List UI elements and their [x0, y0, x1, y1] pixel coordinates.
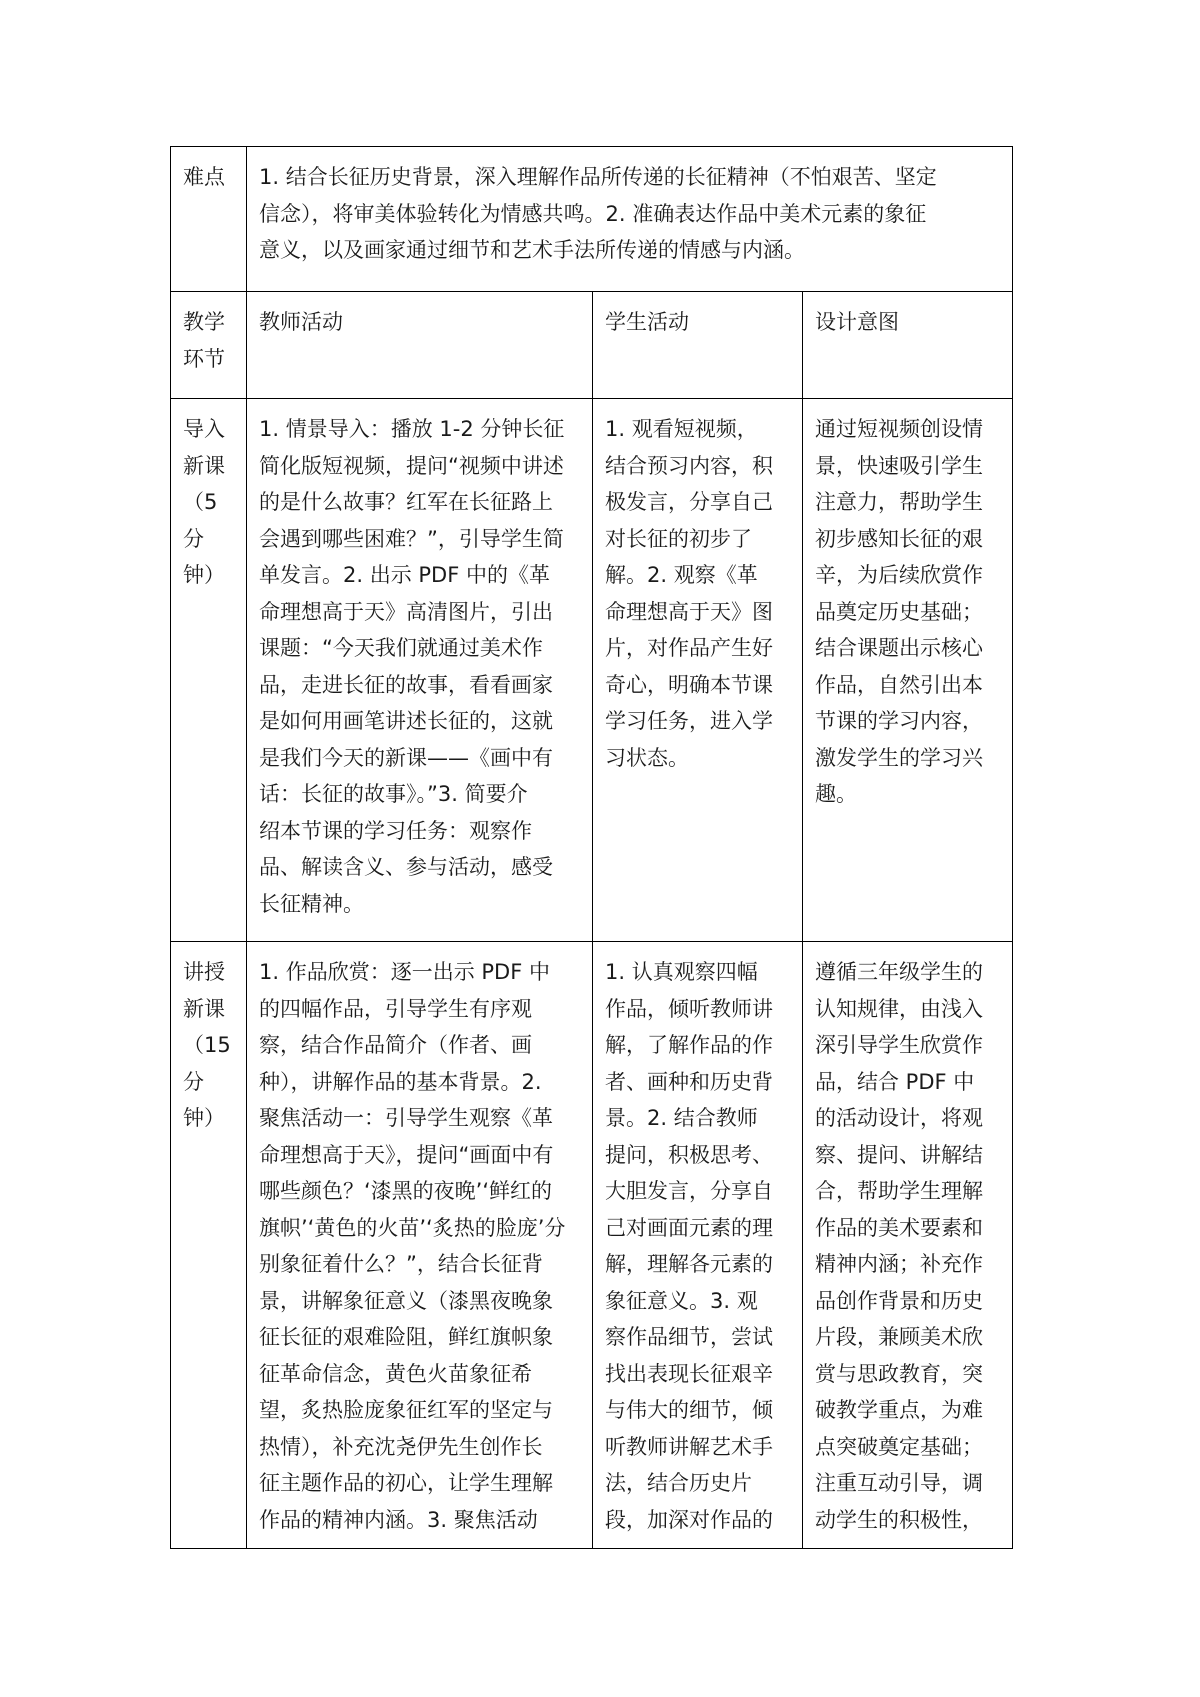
text-line: 的活动设计，将观	[815, 1106, 983, 1130]
text-line: 的是什么故事？红军在长征路上	[259, 490, 553, 514]
text-line: 合，帮助学生理解	[815, 1179, 983, 1203]
text-line: 察、提问、讲解结	[815, 1142, 983, 1167]
text-line: 的四幅作品，引导学生有序观	[259, 996, 532, 1021]
text-line: 象征意义。3. 观	[605, 1288, 758, 1313]
text-line: 征革命信念，黄色火苗象征希	[259, 1361, 532, 1386]
text-line: 命理想高于天》高清图片，引出	[259, 599, 553, 624]
lesson-plan-table	[170, 146, 1013, 1549]
text-line: 品奠定历史基础；	[815, 599, 983, 624]
header-student-activity	[593, 292, 803, 399]
stage-cell	[171, 942, 247, 1549]
text-line: 趣。	[815, 782, 857, 806]
text-line: 认知规律，由浅入	[815, 996, 983, 1021]
text-line: 聚焦活动一：引导学生观察《革	[259, 1106, 553, 1130]
text-line: 找出表现长征艰辛	[605, 1361, 773, 1386]
text-line: 听教师讲解艺术手	[605, 1434, 773, 1459]
text-line: 课题：“今天我们就通过美术作	[259, 636, 543, 660]
text-line: 1. 情景导入：播放 1-2 分钟长征	[259, 417, 565, 441]
student-activity-cell	[593, 942, 803, 1549]
text-line: 作品的精神内涵。3. 聚焦活动	[259, 1507, 538, 1532]
text-line: （5	[183, 490, 218, 514]
text-line: 1. 结合长征历史背景，深入理解作品所传递的长征精神（不怕艰苦、坚定	[259, 165, 937, 189]
text-line: 望，炙热脸庞象征红军的坚定与	[259, 1398, 553, 1422]
table-row-teaching	[171, 942, 1013, 1549]
text-line: 极发言，分享自己	[605, 490, 773, 514]
text-line: 深引导学生欣赏作	[815, 1033, 983, 1057]
text-line: 简化版短视频，提问“视频中讲述	[259, 453, 564, 478]
text-line: 察，结合作品简介（作者、画	[259, 1033, 532, 1057]
text-line: 种），讲解作品的基本背景。2.	[259, 1069, 542, 1094]
text-line: 对长征的初步了	[605, 526, 752, 551]
text-line: 热情），补充沈尧伊先生创作长	[259, 1434, 543, 1459]
text-line: 大胆发言，分享自	[605, 1179, 773, 1203]
text-line: 是如何用画笔讲述长征的，这就	[259, 709, 553, 733]
design-intent-cell	[803, 399, 1013, 942]
text-line: 通过短视频创设情	[815, 417, 983, 441]
text-line: 征长征的艰难险阻，鲜红旗帜象	[259, 1325, 553, 1349]
text-line: 新课	[183, 453, 225, 478]
text-line: 动学生的积极性，	[815, 1507, 983, 1532]
text-line: 哪些颜色？‘漆黑的夜晚’‘鲜红的	[259, 1179, 553, 1203]
text-line: 解，了解作品的作	[605, 1033, 773, 1057]
student-activity-cell	[593, 399, 803, 942]
text-line: 品，走进长征的故事，看看画家	[259, 672, 553, 697]
text-line: 己对画面元素的理	[605, 1215, 773, 1240]
difficulty-label	[171, 147, 247, 292]
text-line: 命理想高于天》图	[605, 599, 773, 624]
text-line: 1. 认真观察四幅	[605, 960, 758, 984]
text-line: 初步感知长征的艰	[815, 526, 983, 551]
text-line: （15	[183, 1033, 231, 1057]
text-line: 环节	[183, 346, 225, 371]
text-line: 点突破奠定基础；	[815, 1434, 983, 1459]
text-line: 钟）	[183, 1106, 225, 1130]
header-stage	[171, 292, 247, 399]
text-line: 破教学重点，为难	[815, 1398, 983, 1422]
text-line: 节课的学习内容，	[815, 709, 983, 733]
text-line: 1. 观看短视频，	[605, 417, 758, 441]
text-line: 话：长征的故事》。”3. 简要介	[259, 782, 528, 806]
text-line: 段，加深对作品的	[605, 1507, 773, 1532]
stage-cell	[171, 399, 247, 942]
header-teacher-activity	[247, 292, 593, 399]
difficulty-row	[171, 147, 1013, 292]
text-line: 结合课题出示核心	[815, 636, 983, 660]
text-line: 讲授	[183, 960, 225, 984]
teacher-activity-cell	[247, 399, 593, 942]
text-line: 激发学生的学习兴	[815, 745, 983, 770]
difficulty-label-text: 难点	[183, 165, 225, 189]
text-line: 察作品细节，尝试	[605, 1325, 773, 1349]
text-line: 信念），将审美体验转化为情感共鸣。2. 准确表达作品中美术元素的象征	[259, 201, 927, 226]
text-line: 作品的美术要素和	[815, 1215, 983, 1240]
text-line: 辛，为后续欣赏作	[815, 563, 983, 587]
text-line: 注重互动引导，调	[815, 1471, 983, 1495]
text-line: 赏与思政教育，突	[815, 1361, 983, 1386]
table-header-row	[171, 292, 1013, 399]
text-line: 作品，倾听教师讲	[605, 996, 773, 1021]
text-line: 与伟大的细节，倾	[605, 1398, 773, 1422]
teacher-activity-cell	[247, 942, 593, 1549]
text-line: 奇心，明确本节课	[605, 672, 773, 697]
text-line: 分	[183, 526, 204, 551]
text-line: 学生活动	[605, 310, 689, 334]
text-line: 导入	[183, 417, 225, 441]
text-line: 习状态。	[605, 745, 689, 770]
table-row-intro	[171, 399, 1013, 942]
text-line: 征主题作品的初心，让学生理解	[259, 1471, 553, 1495]
text-line: 单发言。2. 出示 PDF 中的《革	[259, 563, 550, 587]
text-line: 解，理解各元素的	[605, 1252, 773, 1276]
text-line: 解。2. 观察《革	[605, 563, 758, 587]
text-line: 景。2. 结合教师	[605, 1106, 758, 1130]
text-line: 分	[183, 1069, 204, 1094]
text-line: 法，结合历史片	[605, 1471, 752, 1495]
text-line: 别象征着什么？”，结合长征背	[259, 1252, 543, 1276]
text-line: 命理想高于天》，提问“画面中有	[259, 1142, 554, 1167]
text-line: 会遇到哪些困难？”，引导学生简	[259, 526, 564, 551]
text-line: 新课	[183, 996, 225, 1021]
text-line: 教师活动	[259, 310, 343, 334]
text-line: 片段，兼顾美术欣	[815, 1325, 983, 1349]
text-line: 长征精神。	[259, 891, 364, 916]
text-line: 是我们今天的新课——《画中有	[259, 745, 553, 770]
text-line: 精神内涵；补充作	[815, 1252, 983, 1276]
text-line: 作品，自然引出本	[815, 672, 983, 697]
text-line: 设计意图	[815, 310, 899, 334]
difficulty-content	[247, 147, 1013, 292]
text-line: 绍本节课的学习任务：观察作	[259, 818, 532, 843]
text-line: 遵循三年级学生的	[815, 960, 983, 984]
design-intent-cell	[803, 942, 1013, 1549]
text-line: 1. 作品欣赏：逐一出示 PDF 中	[259, 960, 550, 984]
text-line: 品创作背景和历史	[815, 1288, 983, 1313]
text-line: 注意力，帮助学生	[815, 490, 983, 514]
text-line: 景，快速吸引学生	[815, 453, 983, 478]
text-line: 钟）	[183, 563, 225, 587]
text-line: 品、解读含义、参与活动，感受	[259, 855, 553, 879]
text-line: 旗帜’‘黄色的火苗’‘炙热的脸庞’分	[259, 1215, 566, 1240]
text-line: 提问，积极思考、	[605, 1142, 773, 1167]
text-line: 结合预习内容，积	[605, 453, 773, 478]
text-line: 教学	[183, 310, 225, 334]
text-line: 片，对作品产生好	[605, 636, 773, 660]
header-design-intent	[803, 292, 1013, 399]
text-line: 学习任务，进入学	[605, 709, 773, 733]
text-line: 景，讲解象征意义（漆黑夜晚象	[259, 1288, 553, 1313]
text-line: 品，结合 PDF 中	[815, 1069, 975, 1094]
text-line: 者、画种和历史背	[605, 1069, 773, 1094]
text-line: 意义，以及画家通过细节和艺术手法所传递的情感与内涵。	[259, 238, 805, 262]
